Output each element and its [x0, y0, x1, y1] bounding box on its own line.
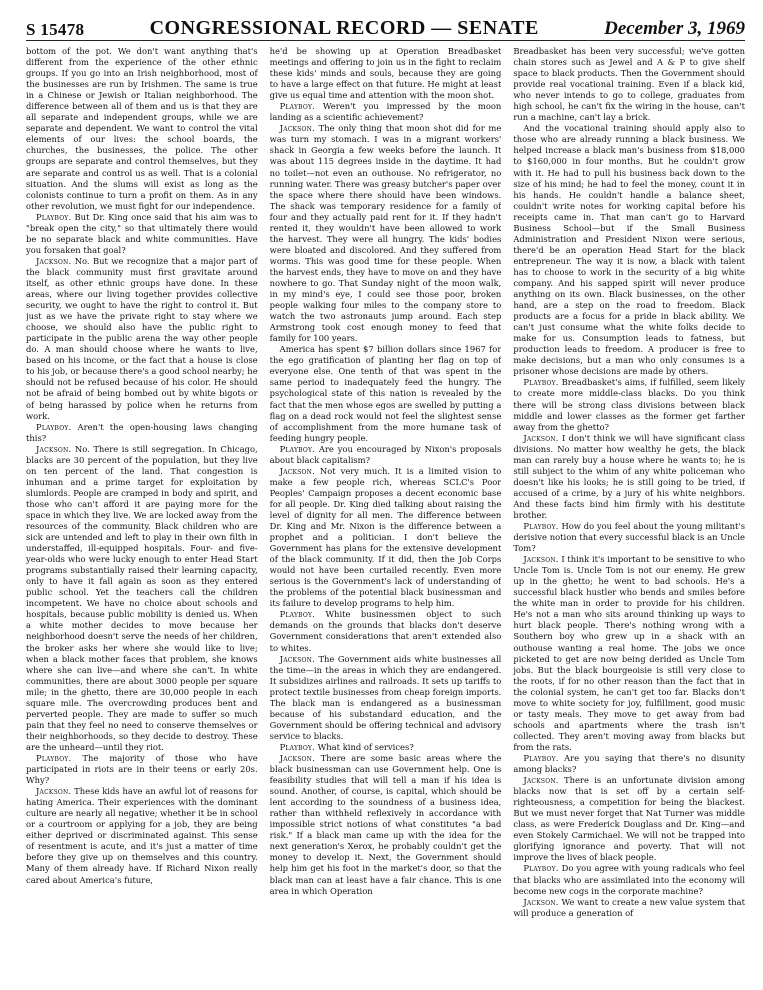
column-2 — [270, 46, 502, 984]
speaker-label: Jackson. — [523, 775, 559, 786]
speaker-label: Jackson. — [279, 753, 315, 763]
paragraph — [513, 897, 745, 919]
speaker-label: Jackson. — [523, 554, 559, 565]
speaker-label: Playboy. — [279, 609, 315, 620]
column-3 — [513, 46, 745, 984]
speaker-label: Playboy. — [523, 753, 559, 763]
paragraph-text: But Dr. King once said that his aim was to "break open the city," so that ultimately there would be no separate black and white communities. Have you forsaken that goal? — [26, 211, 258, 255]
paragraph — [270, 444, 502, 466]
speaker-label: Jackson. — [36, 786, 72, 797]
paragraph — [513, 554, 745, 753]
paragraph-text: There are some basic areas where the black businessman can use Government help. One is feasibility studies that will tell a man if his idea is sound. Another, of course, is capital, which should be lent according to the soundness of a business idea, rather than withheld reflexively in accordance with impossible strict notions of what constitutes "a bad risk." If a black man came up with the idea for the next generation's Xerox, he probably couldn't get the money to develop it. Next, the Government should help him get his foot in the market's door, so that the black man can at least have a fair chance. This is one area in which Operation — [269, 753, 502, 896]
speaker-label: Jackson. — [279, 465, 315, 476]
paragraph — [513, 863, 745, 896]
paragraph — [270, 742, 502, 753]
speaker-label: Playboy. — [523, 521, 559, 532]
speaker-label: Playboy. — [36, 211, 72, 222]
speaker-label: Jackson. — [279, 123, 315, 134]
paragraph — [26, 786, 258, 885]
paragraph — [26, 444, 258, 753]
speaker-label: Jackson. — [36, 443, 72, 454]
paragraph-text: No. There is still segregation. In Chicago, blacks are 30 percent of the population, but they live on ten percent of the land. That congestion is inhuman and a prime target for exploitation by slumlords. People are cramped in body and spirit, and those who can't afford it are paying more for the space in which they live. We are locked away from the resources of the community. Black children who are sick are untended and left to play in their own filth in understaffed, ill-equipped hospitals. Four- and five-year-olds who were lucky enough to enter Head Start programs substantially raised their learning capacity, only to have it fall again as soon as they entered public school. Yet the teachers call the children incompetent. We have no choice about schools and hospitals, because public mobility is denied us. When a white mother decides to move because her neighborhood doesn't serve the needs of her children, the broker asks her where she would like to live; when a black mother faces that problem, she knows where she can live—and where she can't. In white communities, there are about 3000 people per square mile; in the ghetto, there are 30,000 people in each square mile. The overcrowding produces bent and perverted people. They are made to suffer so much pain that they feel no need to conserve themselves or their neighborhoods, so they decide to destroy. These are the unheard—until they riot. — [26, 443, 258, 752]
text-columns — [26, 46, 745, 984]
paragraph-text: And the vocational training should apply also to those who are already running a black business. We helped increase a black man's business from $18,000 to $160,000 in four months. But he couldn't grow with it. He had to pull his business back down to the size of his mind; he had to feel the money, count it in his hands. He couldn't handle a balance sheet, couldn't write notes for working capital before his receipts came in. That man can't go to Harvard Business School—but if the Small Business Administration and President Nixon were serious, there'd be an operation Head Start for the black entrepreneur. The way it is now, a black with talent has to choose to work in the security of a big white company. And his sapped spirit will never produce anything on its own. Black businesses, on the other hand, are a step on the road to freedom. Black products are a focus for a pride in black ability. We can't just consume what the white folks decide to make for us. Consumption leads to fatness, but production leads to freedom. A producer is free to make decisions, but a man who only consumes is a prisoner whose decisions are made by others. — [513, 123, 745, 377]
paragraph — [513, 775, 745, 863]
speaker-label: Jackson. — [523, 432, 559, 443]
paragraph-text: Breadbasket has been very successful; we've gotten chain stores such as Jewel and A & P to give shelf space to black products. Then the Government should provide real vocational training. Even if a black kid, who never intends to go to college, graduates from high school, he can't fix the wiring in the house, can't run a machine, can't lay a brick. — [513, 46, 745, 123]
paragraph-text: The Government aids white businesses all the time—in the areas in which they are endangered. It subsidizes airlines and railroads. It sets up tariffs to protect textile businesses from cheap foreign imports. The black man is endangered as a businessman because of his substandard education, and the Government should be offering technical and advisory service to blacks. — [269, 653, 502, 741]
paragraph — [513, 433, 745, 521]
paragraph-text: No. But we recognize that a major part of the black community must first gravitate around itself, as other ethnic groups have done. In these areas, where our living together provides collective security, we ought to have the right to control it. But just as we have the private right to stay where we choose, we should also have the public right to participate in the public arena the way other people do. A man should choose where he wants to live, based on his income, or the fact that a house is close to his job, or because there's a good school nearby; he should not be refused because of his color. He should not be afraid of being bombed out by white bigots or of being harassed by police when he returns from work. — [26, 255, 258, 421]
paragraph — [270, 344, 502, 443]
paragraph — [270, 123, 502, 344]
paragraph-text: White businessmen object to such demands on the grounds that blacks don't deserve Government considerations that aren't extended also to whites. — [269, 609, 502, 653]
paragraph — [26, 46, 258, 212]
publication-title: CONGRESSIONAL RECORD — SENATE — [149, 17, 539, 39]
publication-date: December 3, 1969 — [604, 18, 745, 39]
paragraph-text: These kids have an awful lot of reasons for hating America. Their experiences with the dominant culture are nearly all negative; whether it be in school or a courtroom or applying for a job, they are being either deprived or discriminated against. This sense of resentment is acute, and it's just a matter of time before they give up on themselves and this country. Many of them already have. If Richard Nixon really cared about America's future, — [26, 786, 258, 885]
paragraph — [26, 256, 258, 422]
paragraph — [270, 46, 502, 101]
paragraph-text: Are you saying that there's no disunity among blacks? — [513, 753, 745, 775]
paragraph-text: bottom of the pot. We don't want anything that's different from the experience of the other ethnic groups. If you go into an Irish neighborhood, most of the businesses are run by Irishmen. The same is true in a Chinese or Jewish or Italian neighborhood. The difference between all of them and us is that they are all separate and independent groups, while we are separate and dependent. We want to control the vital elements of our lives: the school boards, the churches, the businesses, the police. The other groups are separate and control themselves, but they are separate and control us as well. That is a colonial situation. And the slums will exist as long as the colonists continue to turn a profit on them. As in any other revolution, we must fight for our independence. — [26, 46, 258, 211]
column-1 — [26, 46, 258, 984]
paragraph-text: The only thing that moon shot did for me was turn my stomach. I was in a migrant workers' shack in Georgia a few weeks before the launch. It was about 115 degrees inside in the daytime. It had no toilet—not even an outhouse. No refrigerator, no running water. There was greasy butcher's paper over the space where there should have been windows. The shack was temporary residence for a family of four and they actually paid rent for it. If they hadn't rented it, they wouldn't have been allowed to work the harvest. They were all hungry. The kids' bodies were bloated and discolored. And they suffered from worms. This was good time for these people. When the harvest ends, they have to move on and they have nowhere to go. That Sunday night of the moon walk, in my mind's eye, I could see those poor, broken people walking four miles to the company store to watch the two astronauts jump around. Each step Armstrong took cost enough money to feed that family for 100 years. — [269, 123, 502, 344]
paragraph — [513, 521, 745, 554]
speaker-label: Playboy. — [523, 863, 559, 874]
paragraph — [270, 753, 502, 897]
page-number: S 15478 — [26, 20, 85, 39]
paragraph — [270, 466, 502, 610]
page-header — [26, 12, 745, 41]
speaker-label: Playboy. — [279, 443, 315, 454]
paragraph — [26, 422, 258, 444]
paragraph-text: Not very much. It is a limited vision to make a few people rich, whereas SCLC's Poor Peoples' Campaign proposes a decent economic base for all people. Dr. King died talking about raising the level of dignity for all men. The difference between Dr. King and Mr. Nixon is the difference between a prophet and a politician. I don't believe the Government has plans for the extensive development of the black community. If it did, then the Job Corps would not have been curtailed recently. Even more serious is the Government's lack of understanding of the problems of the potential black businessman and its failure to develop programs to help him. — [269, 465, 502, 609]
paragraph-text: Breadbasket's aims, if fulfilled, seem likely to create more middle-class blacks. Do you think there will be strong class divisions between black middle and lower classes as the former get farther away from the ghetto? — [513, 377, 745, 432]
paragraph-text: I don't think we will have significant class divisions. No matter how wealthy he gets, the black man can rarely buy a house where he wants to; he is still subject to the whim of any white policeman who doesn't like his looks; he is still going to be tried, if accused of a crime, by a jury of his white neighbors. And these facts bind him firmly with his destitute brother. — [513, 432, 745, 520]
speaker-label: Jackson. — [523, 896, 559, 907]
speaker-label: Playboy. — [279, 741, 315, 752]
paragraph — [513, 46, 745, 123]
paragraph — [513, 377, 745, 432]
paragraph-text: The majority of those who have participated in riots are in their teens or early 20s. Why? — [26, 753, 258, 786]
speaker-label: Jackson. — [36, 255, 72, 266]
paragraph-text: How do you feel about the young militant's derisive notion that every successful black is an Uncle Tom? — [513, 521, 745, 554]
paragraph — [26, 212, 258, 256]
paragraph-text: Are you encouraged by Nixon's proposals about black capitalism? — [269, 443, 502, 465]
paragraph — [513, 753, 745, 775]
speaker-label: Playboy. — [36, 753, 72, 763]
speaker-label: Playboy. — [523, 377, 559, 388]
paragraph-text: Weren't you impressed by the moon landing as a scientific achievement? — [269, 101, 502, 123]
paragraph-text: What kind of services? — [317, 741, 414, 752]
paragraph — [270, 654, 502, 742]
speaker-label: Jackson. — [279, 653, 315, 664]
paragraph — [270, 101, 502, 123]
paragraph — [270, 609, 502, 653]
paragraph-text: There is an unfortunate division among blacks now that is set off by a certain self-righteousness, a competition for being the blackest. But we must never forget that Nat Turner was middle class, as were Frederick Douglass and Dr. King—and even Stokely Carmichael. We will not be trapped into glorifying ignorance and poverty. That will not improve the lives of black people. — [513, 775, 745, 863]
paragraph — [513, 123, 745, 377]
paragraph-text: Do you agree with young radicals who feel that blacks who are assimilated into the economy will become new cogs in the corporate machine? — [513, 863, 745, 896]
paragraph-text: Aren't the open-housing laws changing this? — [26, 421, 258, 443]
paragraph-text: America has spent $7 billion dollars since 1967 for the ego gratification of planting her flag on top of everyone else. One tenth of that was spent in the same period to inadequately feed the hungry. The psychological state of this nation is revealed by the fact that the men whose egos are swelled by putting a flag on a dead rock would not feel the slightest sense of accomplishment from the more humane task of feeding hungry people. — [269, 344, 502, 443]
speaker-label: Playboy. — [279, 101, 315, 112]
paragraph-text: I think it's important to be sensitive to who Uncle Tom is. Uncle Tom is not our enemy. He grew up in the ghetto; he went to bad schools. He's a successful black hustler who bends and smiles before the white man in order to provide for his children. He's not a man who sits around thinking up ways to hurt black people. There's nothing wrong with a Southern boy who grew up in a shack with an outhouse wanting a real home. The jobs we once picketed to get are now being derided as Uncle Tom jobs. But the black bourgeoisie is still very close to the roots, if for no other reason than the fact that in the colonial system, he can't get too far. Blacks don't move to white society for joy, fulfillment, good music or tasty meals. They move to get away from bad schools and apartments where the trash isn't collected. They aren't moving away from blacks but from the rats. — [513, 554, 745, 752]
paragraph — [26, 753, 258, 786]
speaker-label: Playboy. — [36, 421, 72, 432]
paragraph-text: he'd be showing up at Operation Breadbasket meetings and offering to join us in the fight to reclaim these kids' minds and souls, because they are going to have a large effect on that future. He might at least give us equal time and attention with the moon shot. — [269, 46, 502, 101]
paragraph-text: We want to create a new value system that will produce a generation of — [513, 896, 745, 918]
